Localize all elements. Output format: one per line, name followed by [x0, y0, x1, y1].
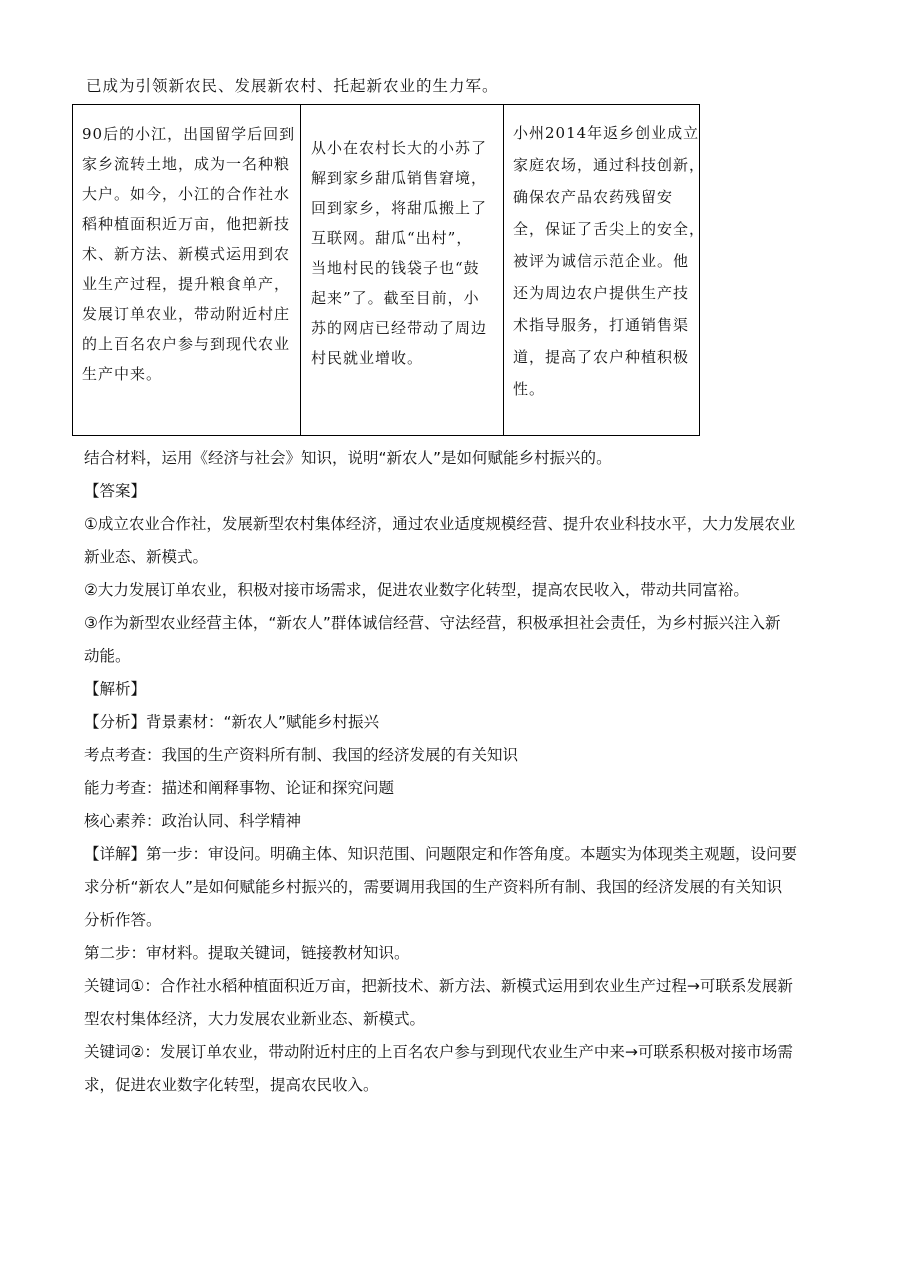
material-line: 大户。如今，小江的合作社水 [82, 185, 291, 203]
analysis-literacy: 核心素养：政治认同、科学精神 [84, 812, 302, 830]
detail-step1-line-3: 分析作答。 [84, 911, 162, 929]
answer-3-line-1: ③作为新型农业经营主体，“新农人”群体诚信经营、守法经营，积极承担社会责任，为乡村振兴注入新 [84, 614, 781, 632]
material-line: 起来”了。截至目前，小 [311, 289, 480, 307]
analysis-ability: 能力考查：描述和阐释事物、论证和探究问题 [84, 779, 395, 797]
analysis-knowledge: 考点考查：我国的生产资料所有制、我国的经济发展的有关知识 [84, 746, 519, 764]
analysis-label: 【解析】 [84, 680, 147, 698]
material-line: 小州2014年返乡创业成立 [513, 124, 700, 142]
material-line: 性。 [513, 380, 546, 398]
answer-label: 【答案】 [84, 482, 147, 500]
material-line: 90后的小江，出国留学后回到 [82, 125, 296, 143]
intro-line: 已成为引领新农民、发展新农村、托起新农业的生力军。 [86, 77, 499, 95]
keyword-2-line-1: 关键词②：发展订单农业，带动附近村庄的上百名农户参与到现代农业生产中来→可联系积极对接市场需 [84, 1043, 793, 1061]
detail-step1-line-2: 求分析“新农人”是如何赋能乡村振兴的，需要调用我国的生产资料所有制、我国的经济发展的有关知识 [84, 878, 783, 896]
material-line: 被评为诚信示范企业。他 [513, 252, 690, 270]
material-line: 家庭农场，通过科技创新， [513, 156, 706, 174]
material-line: 稻种植面积近万亩，他把新技 [82, 215, 291, 233]
keyword-2-line-2: 求，促进农业数字化转型，提高农民收入。 [84, 1076, 379, 1094]
material-line: 从小在农村长大的小苏了 [311, 139, 488, 157]
material-line: 解到家乡甜瓜销售窘境， [311, 169, 488, 187]
material-cell-xiaozhou [504, 105, 706, 435]
keyword-1-line-2: 型农村集体经济，大力发展农业新业态、新模式。 [84, 1010, 426, 1028]
material-cell-xiaosu [301, 105, 504, 435]
question-and-answer [84, 442, 832, 1102]
material-line: 还为周边农户提供生产技 [513, 284, 690, 302]
material-line: 术指导服务，打通销售渠 [513, 316, 690, 334]
material-line: 全，保证了舌尖上的安全， [513, 220, 706, 238]
material-line: 村民就业增收。 [311, 349, 424, 367]
material-line: 发展订单农业，带动附近村庄 [82, 305, 291, 323]
material-line: 业生产过程，提升粮食单产， [82, 275, 291, 293]
detail-step1-line-1: 【详解】第一步：审设问。明确主体、知识范围、问题限定和作答角度。本题实为体现类主观题，设问要 [84, 845, 798, 863]
material-line: 家乡流转土地，成为一名种粮 [82, 155, 291, 173]
material-line: 术、新方法、新模式运用到农 [82, 245, 291, 263]
material-line: 互联网。甜瓜“出村”， [311, 229, 473, 247]
material-line: 当地村民的钱袋子也“鼓 [311, 259, 480, 277]
detail-step2: 第二步：审材料。提取关键词，链接教材知识。 [84, 944, 410, 962]
question-text: 结合材料，运用《经济与社会》知识，说明“新农人”是如何赋能乡村振兴的。 [84, 449, 612, 467]
material-line: 苏的网店已经带动了周边 [311, 319, 488, 337]
material-cell-xiaojiang [73, 105, 301, 435]
material-line: 道，提高了农户种植积极 [513, 348, 690, 366]
analysis-background: 【分析】背景素材：“新农人”赋能乡村振兴 [84, 713, 380, 731]
answer-1-line-2: 新业态、新模式。 [84, 548, 209, 566]
answer-2-line-1: ②大力发展订单农业，积极对接市场需求，促进农业数字化转型，提高农民收入，带动共同富裕。 [84, 581, 749, 599]
material-line: 生产中来。 [82, 365, 163, 383]
keyword-1-line-1: 关键词①：合作社水稻种植面积近万亩，把新技术、新方法、新模式运用到农业生产过程→可联系发展新 [84, 977, 793, 995]
material-line: 回到家乡，将甜瓜搬上了 [311, 199, 488, 217]
material-line: 的上百名农户参与到现代农业 [82, 335, 291, 353]
answer-1-line-1: ①成立农业合作社，发展新型农村集体经济，通过农业适度规模经营、提升农业科技水平，大力发展农业 [84, 515, 796, 533]
answer-3-line-2: 动能。 [84, 647, 131, 665]
material-line: 确保农产品农药残留安 [513, 188, 674, 206]
materials-table [72, 104, 706, 436]
